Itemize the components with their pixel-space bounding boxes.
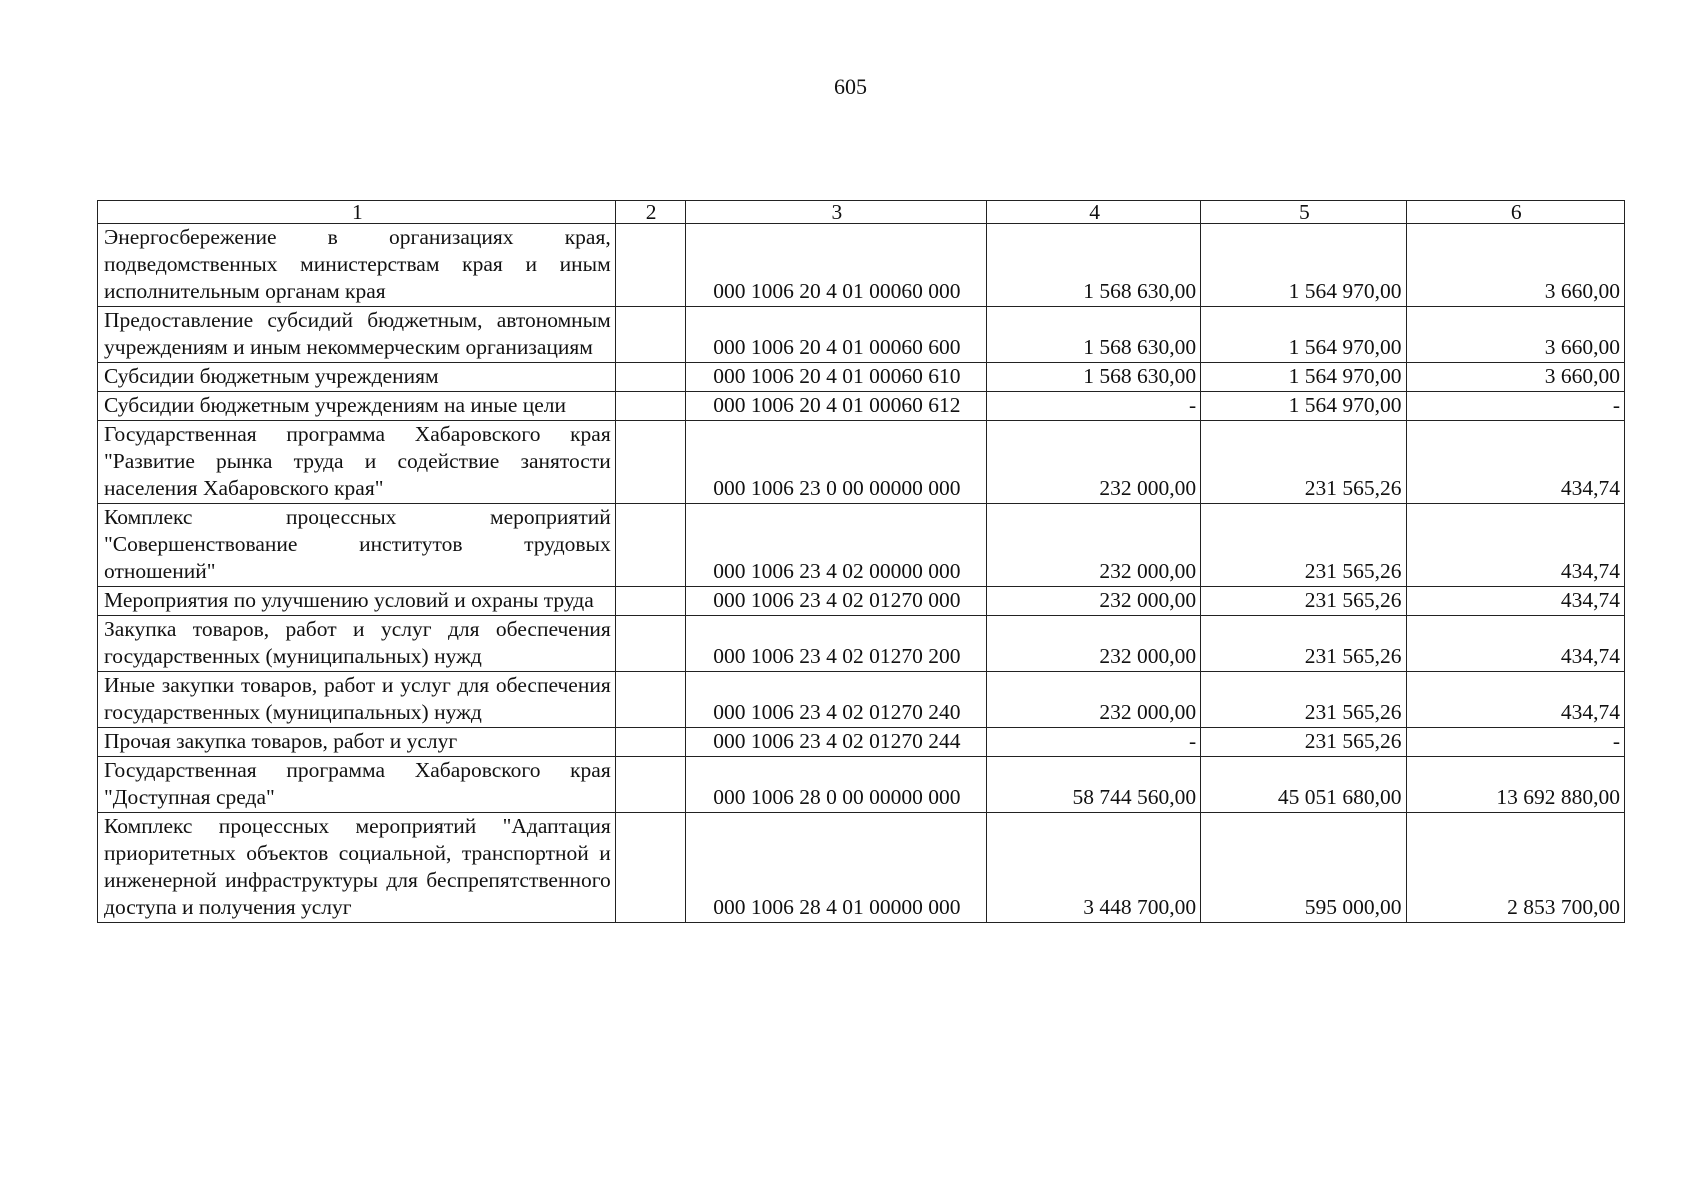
row-name: Закупка товаров, работ и услуг для обеспечения государственных (муниципальных) нужд (98, 616, 616, 672)
row-col2 (615, 307, 685, 363)
table-row (98, 587, 1625, 616)
row-code: 000 1006 23 0 00 00000 000 (685, 421, 986, 504)
table-header-row (98, 201, 1625, 224)
row-code: 000 1006 20 4 01 00060 600 (685, 307, 986, 363)
row-col6: 3 660,00 (1406, 224, 1625, 307)
table-row (98, 363, 1625, 392)
row-col4: 232 000,00 (987, 672, 1201, 728)
row-col4: 1 568 630,00 (987, 363, 1201, 392)
row-code: 000 1006 23 4 02 01270 000 (685, 587, 986, 616)
row-col2 (615, 363, 685, 392)
row-name: Прочая закупка товаров, работ и услуг (98, 728, 616, 757)
table-row (98, 728, 1625, 757)
row-col6: 434,74 (1406, 587, 1625, 616)
row-col4: 58 744 560,00 (987, 757, 1201, 813)
table-row (98, 421, 1625, 504)
budget-table (97, 200, 1625, 923)
table-row (98, 757, 1625, 813)
page-number: 605 (834, 74, 867, 99)
row-col2 (615, 757, 685, 813)
row-col5: 45 051 680,00 (1201, 757, 1406, 813)
row-col6: 434,74 (1406, 504, 1625, 587)
row-code: 000 1006 20 4 01 00060 610 (685, 363, 986, 392)
row-col4: 1 568 630,00 (987, 224, 1201, 307)
row-col6: 13 692 880,00 (1406, 757, 1625, 813)
header-col-5: 5 (1201, 201, 1406, 224)
row-col5: 231 565,26 (1201, 587, 1406, 616)
table-row (98, 504, 1625, 587)
row-col6: 3 660,00 (1406, 307, 1625, 363)
row-col6: 434,74 (1406, 616, 1625, 672)
row-code: 000 1006 23 4 02 00000 000 (685, 504, 986, 587)
table-row (98, 616, 1625, 672)
row-code: 000 1006 23 4 02 01270 240 (685, 672, 986, 728)
row-col6: 434,74 (1406, 421, 1625, 504)
row-col4: 232 000,00 (987, 504, 1201, 587)
row-col4: 1 568 630,00 (987, 307, 1201, 363)
row-col2 (615, 392, 685, 421)
row-name: Комплекс процессных мероприятий "Совершенствование институтов трудовых отношений" (98, 504, 616, 587)
row-name: Субсидии бюджетным учреждениям (98, 363, 616, 392)
row-name: Комплекс процессных мероприятий "Адаптация приоритетных объектов социальной, транспортной и инженерной инфраструктуры для беспрепятственного доступа и получения услуг (98, 813, 616, 923)
row-col2 (615, 672, 685, 728)
row-col5: 595 000,00 (1201, 813, 1406, 923)
header-col-4: 4 (987, 201, 1201, 224)
row-name: Субсидии бюджетным учреждениям на иные цели (98, 392, 616, 421)
table-row (98, 672, 1625, 728)
row-code: 000 1006 20 4 01 00060 000 (685, 224, 986, 307)
row-name: Мероприятия по улучшению условий и охраны труда (98, 587, 616, 616)
row-col5: 231 565,26 (1201, 616, 1406, 672)
row-col6: 3 660,00 (1406, 363, 1625, 392)
row-col5: 1 564 970,00 (1201, 363, 1406, 392)
row-col5: 1 564 970,00 (1201, 224, 1406, 307)
row-col2 (615, 224, 685, 307)
row-col5: 1 564 970,00 (1201, 392, 1406, 421)
header-col-2: 2 (615, 201, 685, 224)
row-col6: - (1406, 728, 1625, 757)
row-col2 (615, 587, 685, 616)
row-col6: 2 853 700,00 (1406, 813, 1625, 923)
row-col5: 231 565,26 (1201, 728, 1406, 757)
row-col5: 231 565,26 (1201, 504, 1406, 587)
table-row (98, 813, 1625, 923)
table-row (98, 392, 1625, 421)
row-col4: 232 000,00 (987, 421, 1201, 504)
table-row (98, 224, 1625, 307)
row-code: 000 1006 20 4 01 00060 612 (685, 392, 986, 421)
row-col2 (615, 813, 685, 923)
row-col2 (615, 504, 685, 587)
row-name: Предоставление субсидий бюджетным, автономным учреждениям и иным некоммерческим организациям (98, 307, 616, 363)
row-col5: 231 565,26 (1201, 672, 1406, 728)
row-name: Государственная программа Хабаровского края "Развитие рынка труда и содействие занятости населения Хабаровского края" (98, 421, 616, 504)
header-col-3: 3 (685, 201, 986, 224)
row-col4: 232 000,00 (987, 587, 1201, 616)
row-col4: 3 448 700,00 (987, 813, 1201, 923)
row-name: Энергосбережение в организациях края, подведомственных министерствам края и иным исполнительным органам края (98, 224, 616, 307)
row-col4: - (987, 392, 1201, 421)
row-col6: - (1406, 392, 1625, 421)
row-code: 000 1006 23 4 02 01270 244 (685, 728, 986, 757)
row-col4: 232 000,00 (987, 616, 1201, 672)
row-code: 000 1006 23 4 02 01270 200 (685, 616, 986, 672)
header-col-1: 1 (98, 201, 616, 224)
row-col2 (615, 421, 685, 504)
row-col5: 231 565,26 (1201, 421, 1406, 504)
row-code: 000 1006 28 0 00 00000 000 (685, 757, 986, 813)
row-code: 000 1006 28 4 01 00000 000 (685, 813, 986, 923)
header-col-6: 6 (1406, 201, 1625, 224)
row-col5: 1 564 970,00 (1201, 307, 1406, 363)
table-row (98, 307, 1625, 363)
row-col6: 434,74 (1406, 672, 1625, 728)
row-name: Иные закупки товаров, работ и услуг для обеспечения государственных (муниципальных) нужд (98, 672, 616, 728)
row-col4: - (987, 728, 1201, 757)
row-col2 (615, 728, 685, 757)
row-col2 (615, 616, 685, 672)
row-name: Государственная программа Хабаровского края "Доступная среда" (98, 757, 616, 813)
